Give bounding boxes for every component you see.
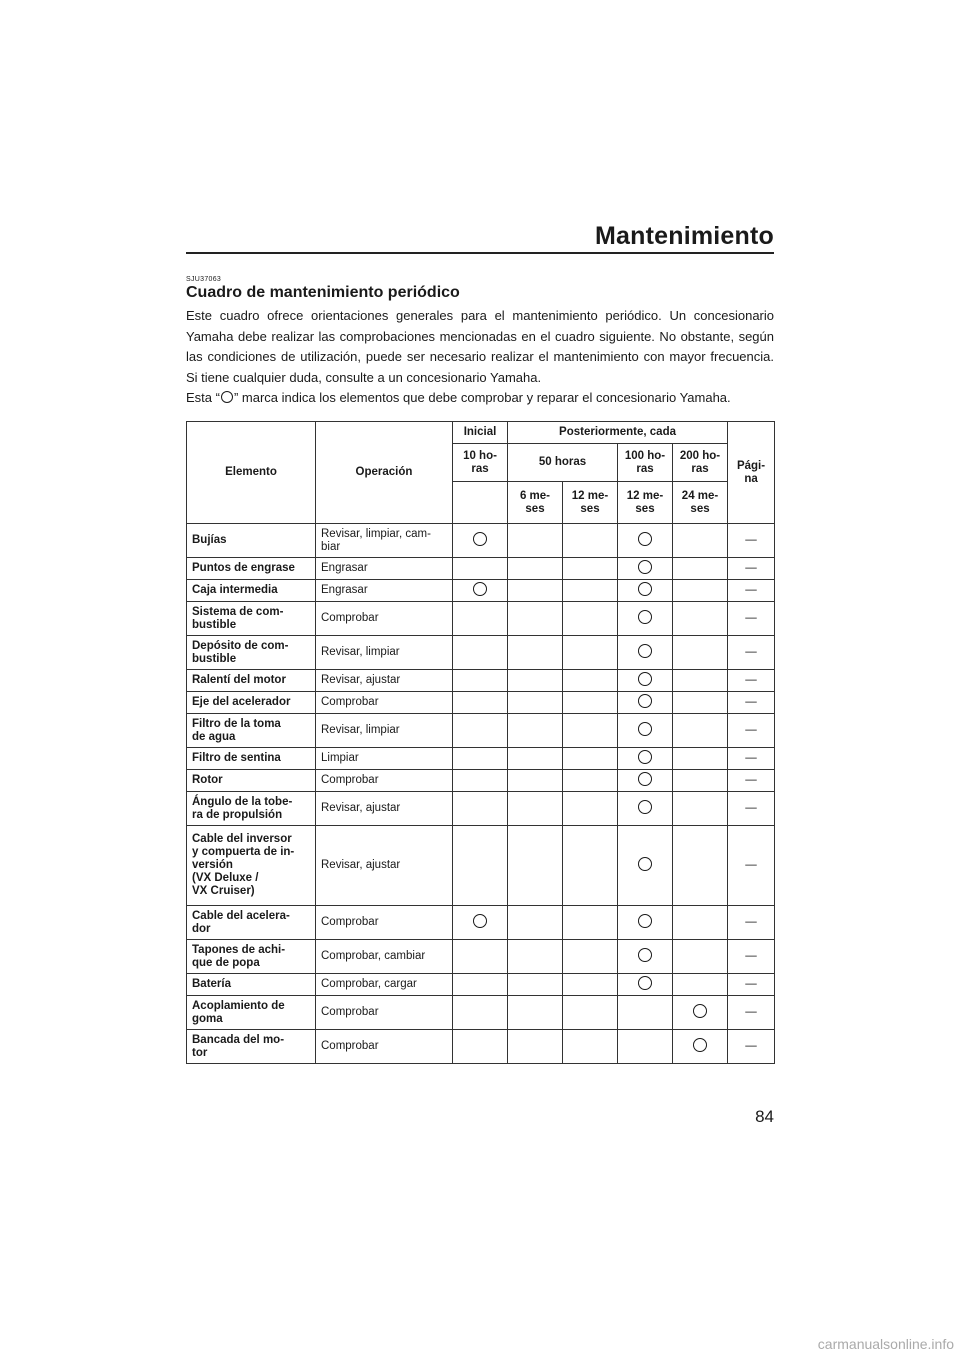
circle-mark-icon — [473, 532, 487, 546]
row-mark-cell — [453, 714, 508, 748]
row-mark-cell — [563, 940, 618, 974]
table-row — [187, 906, 775, 940]
row-mark-cell — [508, 1030, 563, 1064]
row-mark-cell — [673, 792, 728, 826]
row-mark-cell — [563, 524, 618, 558]
header-hours-100: 100 ho- ras — [618, 444, 673, 482]
page-header-title: Mantenimiento — [595, 222, 774, 250]
circle-mark-icon — [221, 391, 233, 403]
row-mark-cell — [453, 940, 508, 974]
circle-mark-icon — [638, 750, 652, 764]
header-blank-initial — [453, 482, 508, 524]
table-row — [187, 670, 775, 692]
intro-paragraph-2 — [186, 388, 774, 409]
row-mark-cell — [508, 770, 563, 792]
row-element: Bujías — [187, 524, 316, 558]
header-hours-10: 10 ho- ras — [453, 444, 508, 482]
circle-mark-icon — [638, 976, 652, 990]
row-mark-cell — [508, 636, 563, 670]
row-mark-cell — [508, 692, 563, 714]
row-page: — — [728, 524, 775, 558]
row-operation: Comprobar — [316, 602, 453, 636]
circle-mark-icon — [638, 644, 652, 658]
circle-mark-icon — [693, 1038, 707, 1052]
row-mark-cell — [563, 670, 618, 692]
row-element: Tapones de achi- que de popa — [187, 940, 316, 974]
row-operation: Revisar, ajustar — [316, 792, 453, 826]
header-months-6: 6 me- ses — [508, 482, 563, 524]
row-mark-cell — [618, 996, 673, 1030]
row-mark-cell — [508, 792, 563, 826]
table-row — [187, 580, 775, 602]
table-row — [187, 940, 775, 974]
section-title: Cuadro de mantenimiento periódico — [186, 284, 460, 301]
row-mark-cell — [563, 792, 618, 826]
circle-mark-icon — [638, 610, 652, 624]
header-months-12a: 12 me- ses — [563, 482, 618, 524]
row-mark-cell — [673, 670, 728, 692]
row-mark-cell — [453, 524, 508, 558]
circle-mark-icon — [473, 582, 487, 596]
row-mark-cell — [618, 748, 673, 770]
circle-mark-icon — [638, 672, 652, 686]
row-mark-cell — [618, 1030, 673, 1064]
header-element: Elemento — [187, 422, 316, 524]
row-mark-cell — [618, 906, 673, 940]
table-row — [187, 792, 775, 826]
row-mark-cell — [508, 558, 563, 580]
paragraph-2-before: Esta “ — [186, 390, 220, 405]
row-element: Filtro de la toma de agua — [187, 714, 316, 748]
maintenance-table — [186, 421, 775, 1064]
row-page: — — [728, 636, 775, 670]
row-element: Cable del inversor y compuerta de in- versión (VX Deluxe / VX Cruiser) — [187, 826, 316, 906]
circle-mark-icon — [638, 772, 652, 786]
row-mark-cell — [453, 996, 508, 1030]
row-page: — — [728, 602, 775, 636]
table-row — [187, 748, 775, 770]
circle-mark-icon — [638, 694, 652, 708]
row-operation: Comprobar, cambiar — [316, 940, 453, 974]
table-header — [187, 422, 775, 524]
row-mark-cell — [618, 826, 673, 906]
row-mark-cell — [508, 580, 563, 602]
row-mark-cell — [618, 636, 673, 670]
row-operation: Comprobar — [316, 692, 453, 714]
row-mark-cell — [563, 558, 618, 580]
row-mark-cell — [563, 748, 618, 770]
row-operation: Revisar, limpiar — [316, 714, 453, 748]
header-page: Pági- na — [728, 422, 775, 524]
row-mark-cell — [563, 580, 618, 602]
header-initial: Inicial — [453, 422, 508, 444]
row-operation: Revisar, limpiar, cam- biar — [316, 524, 453, 558]
row-page: — — [728, 670, 775, 692]
row-mark-cell — [508, 940, 563, 974]
row-mark-cell — [453, 602, 508, 636]
table-row — [187, 692, 775, 714]
row-operation: Comprobar — [316, 770, 453, 792]
row-mark-cell — [673, 636, 728, 670]
circle-mark-icon — [638, 722, 652, 736]
row-mark-cell — [508, 670, 563, 692]
row-operation: Revisar, ajustar — [316, 670, 453, 692]
row-element: Eje del acelerador — [187, 692, 316, 714]
header-hours-200: 200 ho- ras — [673, 444, 728, 482]
row-mark-cell — [563, 996, 618, 1030]
row-mark-cell — [673, 748, 728, 770]
watermark: carmanualsonline.info — [817, 1336, 954, 1352]
row-mark-cell — [453, 670, 508, 692]
row-mark-cell — [618, 670, 673, 692]
row-page: — — [728, 940, 775, 974]
row-mark-cell — [673, 1030, 728, 1064]
row-element: Acoplamiento de goma — [187, 996, 316, 1030]
row-mark-cell — [618, 714, 673, 748]
row-mark-cell — [563, 770, 618, 792]
row-mark-cell — [563, 636, 618, 670]
row-element: Cable del acelera- dor — [187, 906, 316, 940]
header-operation: Operación — [316, 422, 453, 524]
table-row — [187, 714, 775, 748]
row-element: Depósito de com- bustible — [187, 636, 316, 670]
table-row — [187, 602, 775, 636]
row-operation: Revisar, limpiar — [316, 636, 453, 670]
row-operation: Comprobar — [316, 906, 453, 940]
row-mark-cell — [673, 906, 728, 940]
row-mark-cell — [673, 974, 728, 996]
row-page: — — [728, 580, 775, 602]
table-row — [187, 996, 775, 1030]
row-operation: Comprobar, cargar — [316, 974, 453, 996]
section-code: SJU37063 — [186, 276, 222, 283]
row-element: Rotor — [187, 770, 316, 792]
row-mark-cell — [453, 558, 508, 580]
row-operation: Comprobar — [316, 996, 453, 1030]
row-mark-cell — [508, 602, 563, 636]
row-page: — — [728, 792, 775, 826]
row-mark-cell — [563, 602, 618, 636]
row-operation: Engrasar — [316, 580, 453, 602]
table-row — [187, 558, 775, 580]
paragraph-2-after: ” marca indica los elementos que debe comprobar y reparar el concesionario Yamaha. — [233, 390, 731, 405]
row-page: — — [728, 770, 775, 792]
row-mark-cell — [673, 996, 728, 1030]
row-mark-cell — [618, 692, 673, 714]
table-body — [187, 524, 775, 1064]
circle-mark-icon — [638, 857, 652, 871]
row-mark-cell — [673, 940, 728, 974]
row-mark-cell — [673, 524, 728, 558]
row-mark-cell — [508, 974, 563, 996]
table-row — [187, 636, 775, 670]
row-mark-cell — [508, 996, 563, 1030]
row-mark-cell — [673, 558, 728, 580]
row-element: Sistema de com- bustible — [187, 602, 316, 636]
row-mark-cell — [453, 826, 508, 906]
row-mark-cell — [618, 580, 673, 602]
row-mark-cell — [508, 714, 563, 748]
row-operation: Revisar, ajustar — [316, 826, 453, 906]
row-element: Ángulo de la tobe- ra de propulsión — [187, 792, 316, 826]
circle-mark-icon — [638, 582, 652, 596]
circle-mark-icon — [638, 560, 652, 574]
row-mark-cell — [508, 826, 563, 906]
row-mark-cell — [673, 770, 728, 792]
header-months-12b: 12 me- ses — [618, 482, 673, 524]
row-page: — — [728, 996, 775, 1030]
row-element: Puntos de engrase — [187, 558, 316, 580]
intro-paragraph-1: Este cuadro ofrece orientaciones generales para el mantenimiento periódico. Un concesionario Yamaha debe realizar las comprobaciones mencionadas en el cuadro siguiente. No obstante, según las condiciones de utilización, puede ser necesario realizar el mantenimiento con mayor frecuencia. Si tiene cualquier duda, consulte a un concesionario Yamaha. — [186, 308, 774, 385]
row-mark-cell — [453, 906, 508, 940]
row-mark-cell — [453, 974, 508, 996]
table-row — [187, 1030, 775, 1064]
row-mark-cell — [673, 580, 728, 602]
row-page: — — [728, 1030, 775, 1064]
row-element: Filtro de sentina — [187, 748, 316, 770]
row-mark-cell — [618, 602, 673, 636]
row-page: — — [728, 558, 775, 580]
row-mark-cell — [618, 558, 673, 580]
table-row — [187, 974, 775, 996]
row-mark-cell — [618, 524, 673, 558]
row-operation: Limpiar — [316, 748, 453, 770]
row-mark-cell — [673, 602, 728, 636]
row-operation: Comprobar — [316, 1030, 453, 1064]
row-page: — — [728, 826, 775, 906]
row-mark-cell — [453, 792, 508, 826]
row-page: — — [728, 974, 775, 996]
header-months-24: 24 me- ses — [673, 482, 728, 524]
row-mark-cell — [453, 748, 508, 770]
row-page: — — [728, 906, 775, 940]
row-mark-cell — [453, 1030, 508, 1064]
row-mark-cell — [563, 826, 618, 906]
row-mark-cell — [618, 940, 673, 974]
circle-mark-icon — [638, 532, 652, 546]
row-mark-cell — [453, 770, 508, 792]
row-element: Caja intermedia — [187, 580, 316, 602]
row-mark-cell — [618, 974, 673, 996]
row-mark-cell — [508, 748, 563, 770]
table-row — [187, 770, 775, 792]
row-mark-cell — [563, 1030, 618, 1064]
row-element: Batería — [187, 974, 316, 996]
row-mark-cell — [673, 692, 728, 714]
table-row — [187, 524, 775, 558]
row-mark-cell — [508, 906, 563, 940]
circle-mark-icon — [638, 914, 652, 928]
row-mark-cell — [508, 524, 563, 558]
header-hours-50: 50 horas — [508, 444, 618, 482]
row-mark-cell — [453, 580, 508, 602]
row-mark-cell — [673, 826, 728, 906]
page-number: 84 — [755, 1107, 774, 1126]
row-mark-cell — [453, 692, 508, 714]
row-mark-cell — [563, 974, 618, 996]
circle-mark-icon — [693, 1004, 707, 1018]
row-page: — — [728, 692, 775, 714]
row-element: Ralentí del motor — [187, 670, 316, 692]
circle-mark-icon — [638, 948, 652, 962]
row-mark-cell — [618, 792, 673, 826]
row-mark-cell — [563, 906, 618, 940]
row-mark-cell — [453, 636, 508, 670]
table-row — [187, 826, 775, 906]
circle-mark-icon — [638, 800, 652, 814]
header-after: Posteriormente, cada — [508, 422, 728, 444]
row-mark-cell — [563, 692, 618, 714]
row-mark-cell — [563, 714, 618, 748]
intro-text — [186, 306, 774, 409]
row-mark-cell — [673, 714, 728, 748]
row-element: Bancada del mo- tor — [187, 1030, 316, 1064]
circle-mark-icon — [473, 914, 487, 928]
header-rule — [186, 252, 774, 254]
row-page: — — [728, 748, 775, 770]
row-operation: Engrasar — [316, 558, 453, 580]
row-mark-cell — [618, 770, 673, 792]
row-page: — — [728, 714, 775, 748]
